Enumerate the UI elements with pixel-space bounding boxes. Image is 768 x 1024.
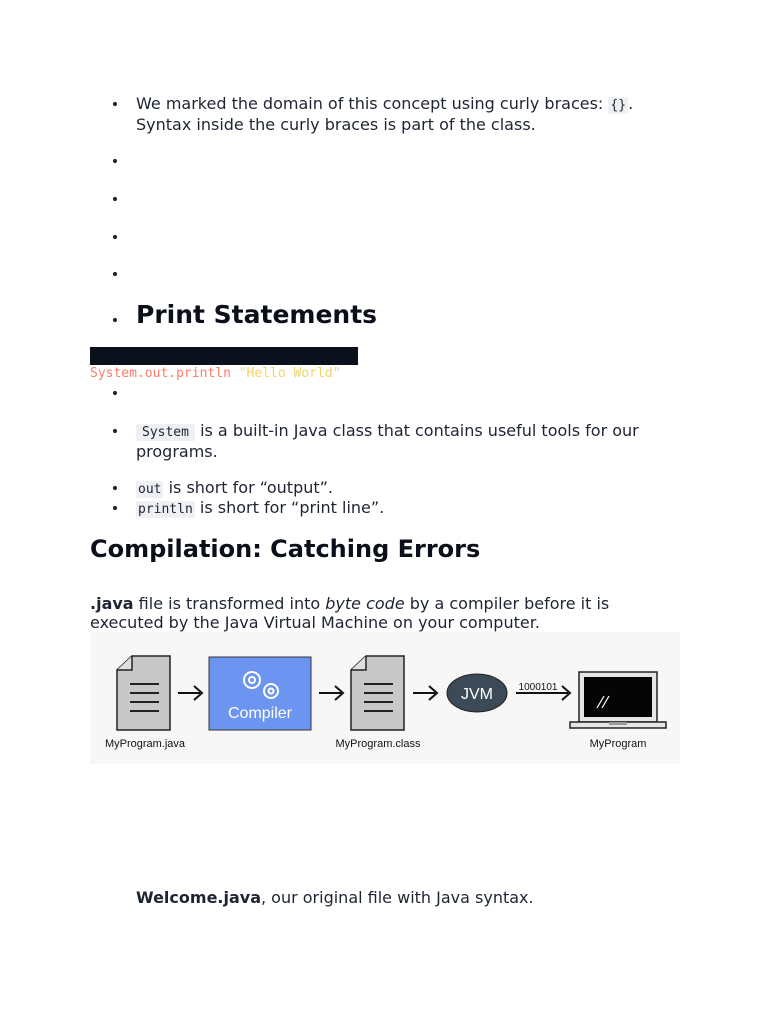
inline-code-system: System <box>136 424 195 441</box>
bold-welcome: Welcome.java <box>136 888 261 907</box>
section-heading-print: Print Statements <box>136 300 378 329</box>
bullet <box>113 102 117 106</box>
punctuation: . <box>628 94 634 113</box>
code-token-system: System <box>90 366 137 381</box>
bullet <box>113 197 117 201</box>
bullet <box>113 318 117 322</box>
bullet <box>113 272 117 276</box>
paragraph-line2: executed by the Java Virtual Machine on your computer. <box>90 613 540 632</box>
italic-bytecode: byte code <box>325 594 405 613</box>
bullet <box>113 235 117 239</box>
compiler-box <box>209 657 311 730</box>
list-item-text-line2: programs. <box>136 442 218 461</box>
label-program: MyProgram <box>589 738 647 750</box>
list-item-text-line2: Syntax inside the curly braces is part of the class. <box>136 115 536 134</box>
welcome-paragraph <box>136 888 534 907</box>
code-token-println: println <box>176 366 231 381</box>
list-item-system <box>136 421 736 461</box>
label-binary: 1000101 <box>518 682 558 693</box>
welcome-text: , our original file with Java syntax. <box>261 888 534 907</box>
list-item-text: We marked the domain of this concept using curly braces: <box>136 94 604 113</box>
java-file-icon <box>117 656 170 730</box>
list-item-println <box>136 498 384 519</box>
class-file-icon <box>351 656 404 730</box>
code-token-string: "Hello World" <box>238 366 341 381</box>
bullet <box>113 429 117 433</box>
bullet <box>113 486 117 490</box>
code-block <box>90 347 358 381</box>
label-class: MyProgram.class <box>335 738 421 750</box>
bold-java: .java <box>90 594 134 613</box>
list-item-text: is short for “output”. <box>168 478 334 497</box>
compilation-diagram <box>90 632 680 764</box>
text-span: by a compiler before it is <box>404 594 610 613</box>
list-item <box>136 94 736 134</box>
code-token-paren: ( <box>230 366 239 381</box>
label-compiler: Compiler <box>227 705 293 722</box>
text-span: file is transformed into <box>133 594 326 613</box>
bullet <box>113 391 117 395</box>
inline-code: {} <box>610 98 627 113</box>
compilation-paragraph <box>90 594 740 632</box>
list-item-text: is a built-in Java class that contains useful tools for our <box>200 421 639 440</box>
laptop-icon <box>570 672 666 728</box>
label-jvm: JVM <box>461 686 493 703</box>
section-heading-compilation: Compilation: Catching Errors <box>90 535 481 563</box>
inline-code-out: out <box>138 482 162 497</box>
bullet <box>113 159 117 163</box>
code-token-out: .out. <box>136 366 177 381</box>
inline-code-println: println <box>138 502 193 517</box>
label-source: MyProgram.java <box>104 738 186 750</box>
list-item-text: is short for “print line”. <box>199 498 385 517</box>
list-item-out <box>136 478 333 499</box>
code-token-end: ); <box>340 366 357 381</box>
bullet <box>113 506 117 510</box>
